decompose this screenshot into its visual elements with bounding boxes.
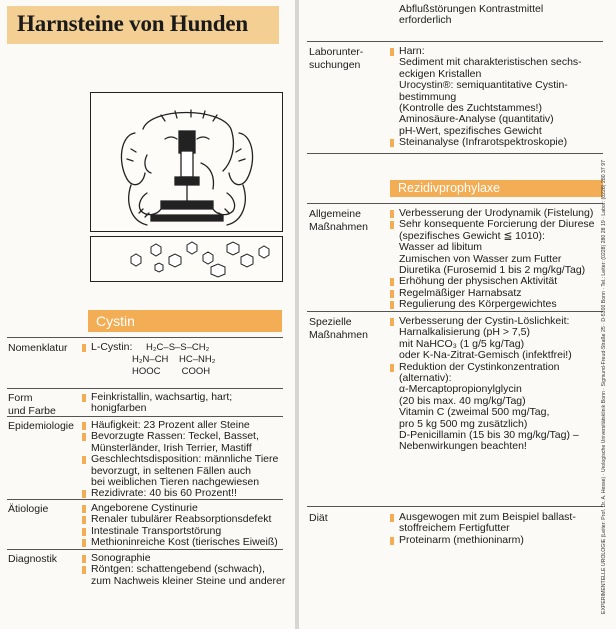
items-nomenklatur — [82, 342, 132, 353]
list-item: Renaler tubulärer Reabsorptionsdefekt — [82, 514, 278, 525]
list-item: Ausgewogen mit zum Beispiel ballast- stoffreichem Fertigfutter — [390, 512, 576, 535]
bullet-marker — [82, 456, 86, 464]
items-form — [82, 392, 232, 415]
row-label-allgemeine: Allgemeine Maßnahmen — [309, 208, 368, 233]
list-item: Erhöhung der physischen Aktivität — [390, 276, 595, 287]
right-card — [299, 0, 616, 629]
bullet-marker — [82, 490, 86, 498]
row-divider — [307, 311, 603, 312]
items-spezielle — [390, 316, 579, 453]
list-item: Feinkristallin, wachsartig, hart; honigfarben — [82, 392, 232, 415]
row-divider — [307, 153, 603, 154]
row-label-spezielle: Spezielle Maßnahmen — [309, 316, 368, 341]
bullet-marker — [390, 48, 394, 56]
bullet-marker — [82, 555, 86, 563]
list-item: Reduktion der Cystinkonzentration (alternativ): α-Mercaptopropionylglycin (20 bis max. 40 mg/kg/Tag) Vitamin C (zweimal 500 mg/Tag, pro 5 kg 500 mg zusätzlich) D-Penicillamin (15 bis 30 mg/kg/Tag) – Nebenwirkungen beachten! — [390, 362, 579, 453]
top-continuation: Abflußstörungen Kontrastmittel erforderlich — [399, 3, 544, 27]
list-item: Proteinarm (methioninarm) — [390, 535, 576, 546]
dog-with-microscope-icon — [91, 93, 282, 231]
bullet-marker — [390, 221, 394, 229]
rezidivprophylaxe-heading: Rezidivprophylaxe — [390, 180, 603, 197]
list-item: Harn: Sediment mit charakteristischen sechs- eckigen Kristallen Urocystin®: semiquantitative Cystin- bestimmung (Kontrolle des Zuchtstammes!) Aminosäure-Analyse (quantitativ) pH-Wert, spezifisches Gewicht — [390, 46, 582, 137]
bullet-marker — [82, 422, 86, 430]
list-item: Steinanalyse (Infrarotspektroskopie) — [390, 137, 582, 148]
bullet-marker — [390, 139, 394, 147]
cystine-crystals-icon — [91, 237, 282, 281]
list-item: Röntgen: schattengebend (schwach), zum Nachweis kleiner Steine und anderer — [82, 564, 285, 587]
list-item: L-Cystin: — [82, 342, 132, 353]
bullet-marker — [390, 278, 394, 286]
row-divider — [307, 506, 603, 507]
page-title: Harnsteine von Hunden — [17, 11, 248, 36]
row-label-aetiologie: Ätiologie — [8, 503, 49, 515]
bullet-marker — [390, 290, 394, 298]
row-divider — [7, 337, 283, 338]
list-item: Rezidivrate: 40 bis 60 Prozent!! — [82, 488, 278, 499]
bullet-marker — [390, 301, 394, 309]
row-divider — [7, 388, 283, 389]
list-item: Verbesserung der Cystin-Löslichkeit: Harnalkalisierung (pH > 7,5) mit NaHCO₃ (1 g/5 kg/Tag) oder K-Na-Zitrat-Gemisch (infektfrei!) — [390, 316, 579, 362]
list-item: Bevorzugte Rassen: Teckel, Basset, Münsterländer, Irish Terrier, Mastiff — [82, 431, 278, 454]
list-item: Methioninreiche Kost (tierisches Eiweiß) — [82, 537, 278, 548]
items-aetiologie — [82, 503, 278, 549]
bullet-marker — [82, 394, 86, 402]
bullet-marker — [390, 364, 394, 372]
row-label-epidemiologie: Epidemiologie — [8, 420, 74, 432]
list-item: Regelmäßiger Harnabsatz — [390, 288, 595, 299]
row-label-nomenklatur: Nomenklatur — [8, 342, 68, 354]
row-divider — [307, 41, 603, 42]
bullet-marker — [82, 539, 86, 547]
crystal-illustration — [90, 236, 283, 282]
bullet-marker — [82, 505, 86, 513]
bullet-marker — [82, 528, 86, 536]
bullet-marker — [390, 210, 394, 218]
dog-illustration — [90, 92, 283, 232]
row-label-labor: Laborunter- suchungen — [309, 46, 364, 71]
row-divider — [307, 203, 603, 204]
bullet-marker — [82, 516, 86, 524]
bullet-marker — [390, 537, 394, 545]
items-diagnostik — [82, 553, 285, 587]
bullet-marker — [82, 433, 86, 441]
cystine-formula: H₂C–S–S–CH₂ H₂N–CH HC–NH₂ HOOC COOH — [132, 342, 216, 377]
items-allgemeine — [390, 208, 595, 311]
items-diaet — [390, 512, 576, 546]
bullet-marker — [82, 344, 86, 352]
list-item: Häufigkeit: 23 Prozent aller Steine — [82, 420, 278, 431]
row-divider — [7, 549, 283, 550]
row-label-diagnostik: Diagnostik — [8, 553, 58, 565]
list-item: Regulierung des Körpergewichtes — [390, 299, 595, 310]
title-bar — [7, 6, 279, 44]
items-labor — [390, 46, 582, 149]
list-item: Angeborene Cystinurie — [82, 503, 278, 514]
left-card — [0, 0, 295, 629]
list-item: Geschlechtsdisposition: männliche Tiere bevorzugt, in seltenen Fällen auch bei weiblichen Tieren nachgewiesen — [82, 454, 278, 488]
list-item: Verbesserung der Urodynamik (Fistelung) — [390, 208, 595, 219]
row-label-form: Form und Farbe — [8, 392, 56, 417]
bullet-marker — [390, 514, 394, 522]
list-item: Sonographie — [82, 553, 285, 564]
list-item: Sehr konsequente Forcierung der Diurese (spezifisches Gewicht ≦ 1010): Wasser ad libitum Zumischen von Wasser zum Futter Diuretika (Furosemid 1 bis 2 mg/kg/Tag) — [390, 219, 595, 276]
bullet-marker — [390, 318, 394, 326]
list-item: Intestinale Transportstörung — [82, 526, 278, 537]
bullet-marker — [82, 566, 86, 574]
items-epidemiologie — [82, 420, 278, 500]
publisher-side-text: EXPERIMENTELLE UROLOGIE (Leiter: Prof. Dr. A. Hesse) · Urologische Universitätsklinik Bonn · Sigmund-Freud-Straße 25 · D-5300 Bonn · Tel.: Leiter: (0228) 280 28 19 · Labor: (0228) 280 37 97 — [601, 159, 607, 614]
cystin-heading: Cystin — [88, 310, 282, 332]
row-label-diaet: Diät — [309, 512, 328, 524]
